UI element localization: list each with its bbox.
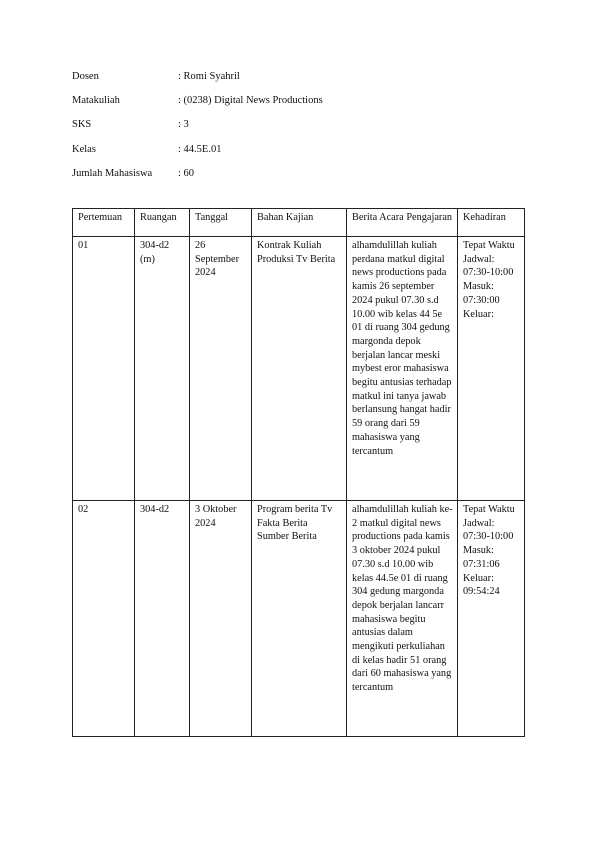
cell-ruangan: 304-d2 (m) (135, 237, 190, 501)
cell-bahan-kajian: Kontrak Kuliah Produksi Tv Berita (252, 237, 347, 501)
kehadiran-keluar: Keluar: (463, 308, 494, 320)
kehadiran-status: Tepat Waktu (463, 240, 515, 251)
cell-tanggal: 3 Oktober 2024 (190, 501, 252, 737)
kelas-value: : 44.5E.01 (178, 143, 222, 155)
kehadiran-status: Tepat Waktu (463, 504, 515, 515)
sks-label: SKS (72, 119, 92, 131)
info-row-dosen (72, 70, 532, 94)
jumlah-mahasiswa-value: : 60 (178, 167, 195, 179)
cell-bahan-kajian: Program berita Tv Fakta Berita Sumber Berita (252, 501, 347, 737)
course-info (72, 70, 532, 191)
sks-value: : 3 (178, 119, 189, 131)
header-berita-acara: Berita Acara Pengajaran (347, 209, 458, 237)
info-row-kelas (72, 143, 532, 167)
header-pertemuan: Pertemuan (73, 209, 135, 237)
cell-pertemuan: 02 (73, 501, 135, 737)
dosen-value: : Romi Syahril (178, 71, 240, 82)
header-kehadiran: Kehadiran (458, 209, 525, 237)
header-tanggal: Tanggal (190, 209, 252, 237)
cell-pertemuan: 01 (73, 237, 135, 501)
kehadiran-jadwal: Jadwal: 07:30-10:00 (463, 253, 514, 279)
dosen-label: Dosen (72, 71, 99, 82)
cell-berita-acara: alhamdulillah kuliah perdana matkul digital news productions pada kamis 26 september 2024 pukul 07.30 s.d 10.00 wib kelas 44 5e 01 di ruang 304 gedung margonda depok berjalan lancar meski mybest eror mahasiswa begitu antusias terhadap matkul ini tanya jawab berlansung hangat hadir 59 orang dari 59 mahasiswa yang tercantum (347, 237, 458, 501)
cell-tanggal: 26 September 2024 (190, 237, 252, 501)
kehadiran-jadwal: Jadwal: 07:30-10:00 (463, 517, 514, 543)
kehadiran-masuk: Masuk: 07:30:00 (463, 281, 500, 306)
info-row-sks (72, 118, 532, 142)
kelas-label: Kelas (72, 143, 96, 155)
cell-berita-acara: alhamdulillah kuliah ke-2 matkul digital news productions pada kamis 3 oktober 2024 pukul 07.30 s.d 10.00 wib kelas 44.5e 01 di ruang 304 gedung margonda depok berjalan lancarr mahasiswa begitu antusias dalam mengikuti perkuliahan di kelas hadir 51 orang dari 60 mahasiswa yang tercantum (347, 501, 458, 737)
kehadiran-masuk: Masuk: 07:31:06 (463, 545, 500, 570)
info-row-jumlah-mahasiswa (72, 167, 532, 191)
table-row (73, 237, 525, 501)
kehadiran-keluar: Keluar: 09:54:24 (463, 572, 500, 598)
table-row (73, 501, 525, 737)
cell-kehadiran (458, 501, 525, 737)
matakuliah-label: Matakuliah (72, 95, 120, 107)
cell-ruangan: 304-d2 (135, 501, 190, 737)
jumlah-mahasiswa-label: Jumlah Mahasiswa (72, 167, 153, 179)
matakuliah-value: : (0238) Digital News Productions (178, 95, 323, 107)
cell-kehadiran (458, 237, 525, 501)
info-row-matakuliah (72, 94, 532, 118)
table-header-row (73, 209, 525, 237)
attendance-table (72, 208, 525, 737)
header-bahan-kajian: Bahan Kajian (252, 209, 347, 237)
header-ruangan: Ruangan (135, 209, 190, 237)
